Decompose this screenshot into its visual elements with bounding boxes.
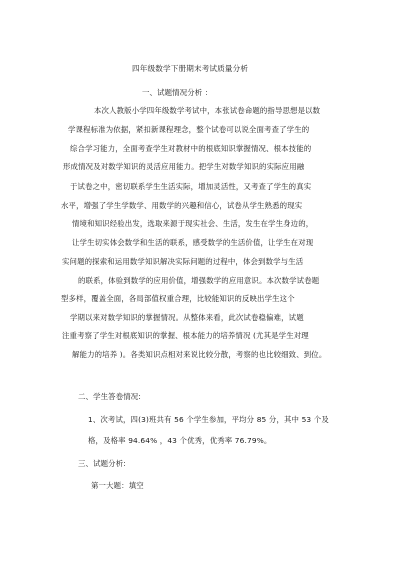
paragraph-line: 格，及格率 94.64% ，43 个优秀，优秀率 76.79%。 xyxy=(88,436,272,445)
paragraph-line: 实问题的探索和运用数学知识解决实际问题的过程中，体会到数学与生活 xyxy=(62,257,304,266)
paragraph-line: 情境和知识经验出发，选取来源于现实社会、生活，发生在学生身边的， xyxy=(72,219,314,228)
paragraph-line: 形成情况及对数学知识的灵活应用能力。把学生对数学知识的实际应用融 xyxy=(63,162,305,171)
paragraph-line: 注重考察了学生对根底知识的掌握、根本能力的培养情况 (尤其是学生对理 xyxy=(62,331,309,340)
paragraph-line: 于试卷之中，密切联系学生生活实际，增加灵活性，又考查了学生的真实 xyxy=(70,182,312,191)
section3-heading: 三、试题分析: xyxy=(78,459,126,468)
paragraph-line: 解能力的培养 )。各类知识点相对来说比较分散，考察的也比较细致、到位。 xyxy=(72,350,327,359)
paragraph-line: 本次人教版小学四年级数学考试中，本张试卷命题的指导思想是以数 xyxy=(94,106,321,115)
paragraph-line: 型多样，覆盖全面，各局部值权重合理，比较能知识的反映出学生这个 xyxy=(61,294,295,303)
paragraph-line: 让学生切实体会数学和生活的联系，感受数学的生活价值，让学生在对现 xyxy=(72,238,314,247)
paragraph-line: 1、次考试，四(3)班共有 56 个学生参加，平均分 85 分，其中 53 个及 xyxy=(88,415,329,424)
paragraph-line: 学期以来对数学知识的掌握情况。从整体来看，此次试卷稳偏难，试题 xyxy=(70,313,304,322)
paragraph-line: 的联系，体验到数学的应用价值，增强数学的应用意识。本次数学试卷题 xyxy=(78,276,320,285)
subsection-heading: 第一大题：填空 xyxy=(91,481,144,490)
section1-heading: 一、试题情况分析 ： xyxy=(142,88,213,97)
paragraph-line: 水平，增强了学生学数学、用数学的兴趣和信心，试卷从学生熟悉的现实 xyxy=(61,201,303,210)
section2-heading: 二、学生答卷情况: xyxy=(78,392,141,401)
paragraph-line: 综合学习能力，全面考查学生对教材中的根底知识掌握情况、根本技能的 xyxy=(70,144,312,153)
paragraph-line: 学课程标准为依据，紧扣新课程理念，整个试卷可以说全面考查了学生的 xyxy=(68,125,310,134)
document-title: 四年级数学下册期末考试质量分析 xyxy=(132,64,249,73)
